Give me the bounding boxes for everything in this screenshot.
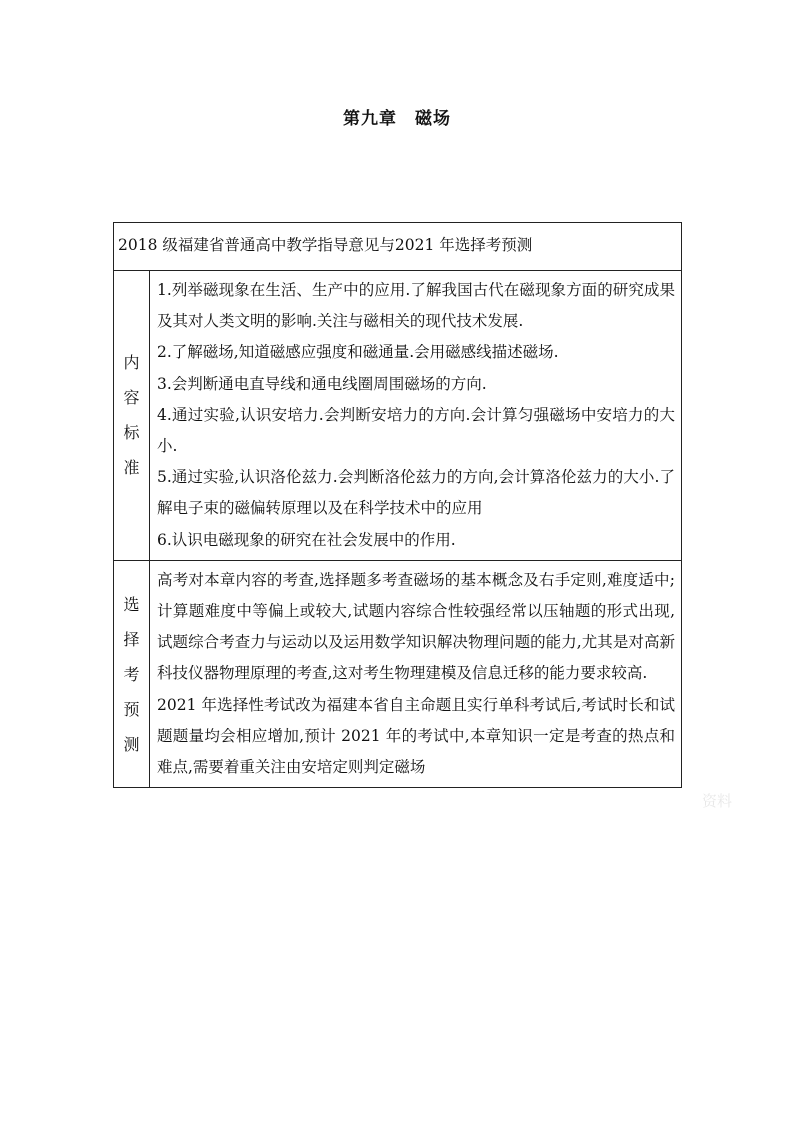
- chapter-name: 磁场: [415, 109, 451, 129]
- forecast-paragraph: 高考对本章内容的考查,选择题多考查磁场的基本概念及右手定则,难度适中;计算题难度中等偏上或较大,试题内容综合性较强经常以压轴题的形式出现,试题综合考查力与运动以及运用数学知识解决物理问题的能力,尤其是对高新科技仪器物理原理的考查,这对考生物理建模及信息迁移的能力要求较高.: [157, 570, 675, 683]
- chapter-number: 第九章: [343, 109, 397, 129]
- label-char: 择: [123, 629, 140, 649]
- table-row-exam-forecast: [114, 560, 682, 787]
- label-char: 容: [123, 388, 140, 408]
- standard-item: 6.认识电磁现象的研究在社会发展中的作用.: [157, 530, 456, 549]
- section-label-content-standard: [114, 271, 150, 561]
- standard-item: 4.通过实验,认识安培力.会判断安培力的方向.会计算匀强磁场中安培力的大小.: [157, 405, 675, 456]
- standard-item: 3.会判断通电直导线和通电线圈周围磁场的方向.: [157, 374, 487, 393]
- forecast-paragraph: 2021 年选择性考试改为福建本省自主命题且实行单科考试后,考试时长和试题题量均会相应增加,预计 2021 年的考试中,本章知识一定是考查的热点和难点,需要着重关注由安培定则判定磁场: [157, 695, 675, 777]
- chapter-title: [0, 104, 794, 129]
- watermark: 资料: [702, 792, 733, 810]
- label-char: 标: [123, 423, 140, 443]
- label-char: 准: [123, 458, 140, 478]
- label-char: 预: [123, 699, 140, 719]
- guidance-table: [113, 222, 682, 788]
- standard-item: 1.列举磁现象在生活、生产中的应用.了解我国古代在磁现象方面的研究成果及其对人类文明的影响.关注与磁相关的现代技术发展.: [157, 281, 675, 331]
- section-content-content-standard: [150, 271, 682, 561]
- standard-item: 5.通过实验,认识洛伦兹力.会判断洛伦兹力的方向,会计算洛伦兹力的大小.了解电子束的磁偏转原理以及在科学技术中的应用: [157, 468, 675, 518]
- label-char: 考: [123, 664, 140, 684]
- section-content-exam-forecast: [150, 560, 682, 787]
- label-char: 选: [123, 594, 140, 614]
- table-header: 2018 级福建省普通高中教学指导意见与2021 年选择考预测: [114, 223, 682, 271]
- label-char: 内: [123, 353, 140, 373]
- section-label-exam-forecast: [114, 560, 150, 787]
- table-header-row: [114, 223, 682, 271]
- standard-item: 2.了解磁场,知道磁感应强度和磁通量.会用磁感线描述磁场.: [157, 343, 559, 362]
- label-char: 测: [123, 734, 140, 754]
- table-row-content-standard: [114, 271, 682, 561]
